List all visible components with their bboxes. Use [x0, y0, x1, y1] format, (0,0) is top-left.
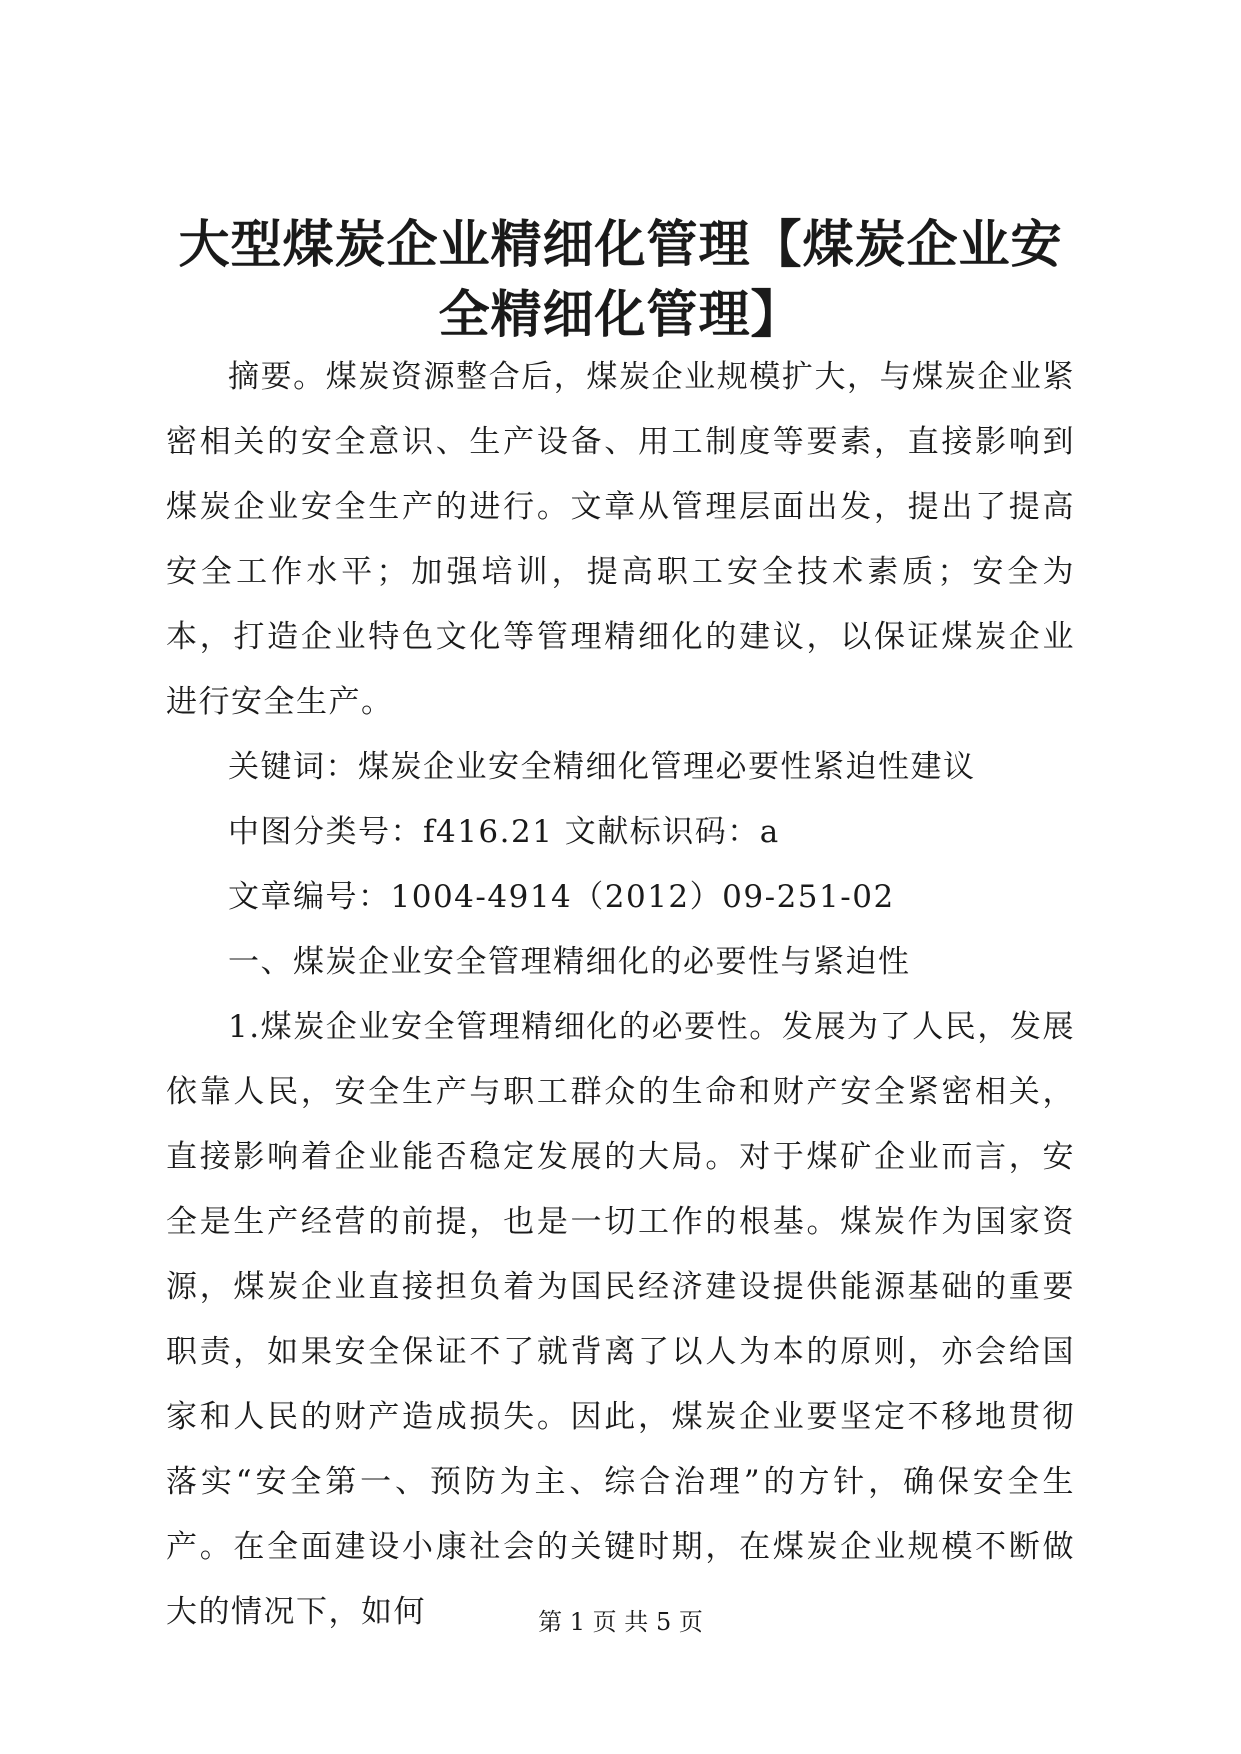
document-body — [166, 345, 1075, 1645]
section-heading: 一、煤炭企业安全管理精细化的必要性与紧迫性 — [228, 944, 911, 980]
abstract-paragraph: 摘要。煤炭资源整合后，煤炭企业规模扩大，与煤炭企业紧密相关的安全意识、生产设备、用工制度等要素，直接影响到煤炭企业安全生产的进行。文章从管理层面出发，提出了提高安全工作水平；加强培训，提高职工安全技术素质；安全为本，打造企业特色文化等管理精细化的建议，以保证煤炭企业进行安全生产。 — [166, 359, 1075, 720]
document-title: 大型煤炭企业精细化管理【煤炭企业安全精细化管理】 — [178, 215, 1063, 345]
article-number-line: 文章编号：1004-4914（2012）09-251-02 — [228, 879, 895, 915]
page-number-footer: 第 1 页 共 5 页 — [538, 1608, 703, 1636]
body-paragraph: 1.煤炭企业安全管理精细化的必要性。发展为了人民，发展依靠人民，安全生产与职工群众的生命和财产安全紧密相关，直接影响着企业能否稳定发展的大局。对于煤矿企业而言，安全是生产经营的前提，也是一切工作的根基。煤炭作为国家资源，煤炭企业直接担负着为国民经济建设提供能源基础的重要职责，如果安全保证不了就背离了以人为本的原则，亦会给国家和人民的财产造成损失。因此，煤炭企业要坚定不移地贯彻落实“安全第一、预防为主、综合治理”的方针，确保安全生产。在全面建设小康社会的关键时期，在煤炭企业规模不断做大的情况下，如何 — [166, 1009, 1075, 1630]
keywords-line: 关键词：煤炭企业安全精细化管理必要性紧迫性建议 — [228, 749, 976, 785]
classification-line: 中图分类号：f416.21 文献标识码：a — [228, 814, 780, 850]
